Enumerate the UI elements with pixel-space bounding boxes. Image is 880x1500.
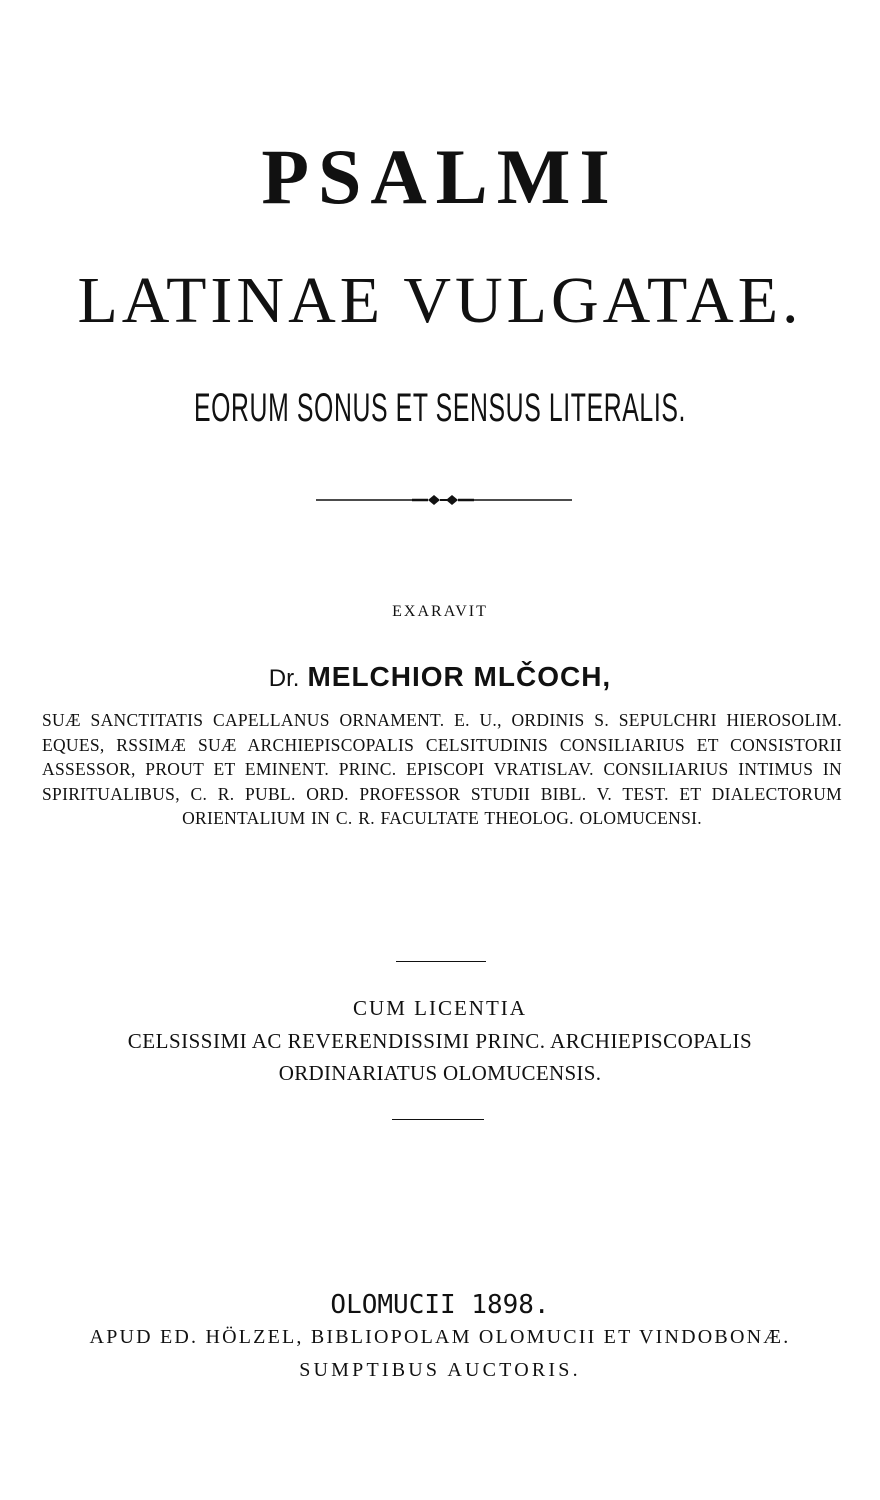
imprint-publisher: APUD ED. HÖLZEL, BIBLIOPOLAM OLOMUCII ET VINDOBONÆ. <box>89 1326 791 1348</box>
exaravit-label: EXARAVIT <box>392 603 488 620</box>
licentia-line-2: ORDINARIATUS OLOMUCENSIS. <box>278 1061 602 1085</box>
licentia-line-1: CELSISSIMI AC REVERENDISSIMI PRINC. ARCHIEPISCOPALIS <box>127 1029 753 1053</box>
ornament-divider-icon <box>316 490 572 510</box>
author-credentials: SUÆ SANCTITATIS CAPELLANUS ORNAMENT. E. U., ORDINIS S. SEPULCHRI HIEROSOLIM. EQUES, RSSIMÆ SUÆ ARCHIEPISCOPALIS CELSITUDINIS CONSILIARIUS ET CONSISTORII ASSESSOR, PROUT ET EMINENT. PRINC. EPISCOPI VRATISLAV. CONSILIARIUS INTIMUS IN SPIRITUALIBUS, C. R. PUBL. ORD. PROFESSOR STUDII BIBL. V. TEST. ET DIALECTORUM ORIENTALIUM IN C. R. FACULTATE THEOLOG. OLOMUCENSI. <box>42 710 842 828</box>
book-subtitle: LATINAE VULGATAE. <box>77 264 803 337</box>
book-tagline: EORUM SONUS ET SENSUS LITERALIS. <box>193 386 687 430</box>
author-name: MELCHIOR MLČOCH, <box>307 661 612 692</box>
imprint-place-year: OLOMUCII 1898. <box>330 1290 550 1320</box>
book-title: PSALMI <box>261 133 619 220</box>
imprint-sumptibus: SUMPTIBUS AUCTORIS. <box>299 1359 581 1381</box>
section-rule <box>396 961 486 962</box>
author-prefix: Dr. <box>268 665 300 692</box>
author-line <box>0 663 880 692</box>
section-rule <box>392 1119 484 1120</box>
licentia-heading: CUM LICENTIA <box>353 996 527 1020</box>
